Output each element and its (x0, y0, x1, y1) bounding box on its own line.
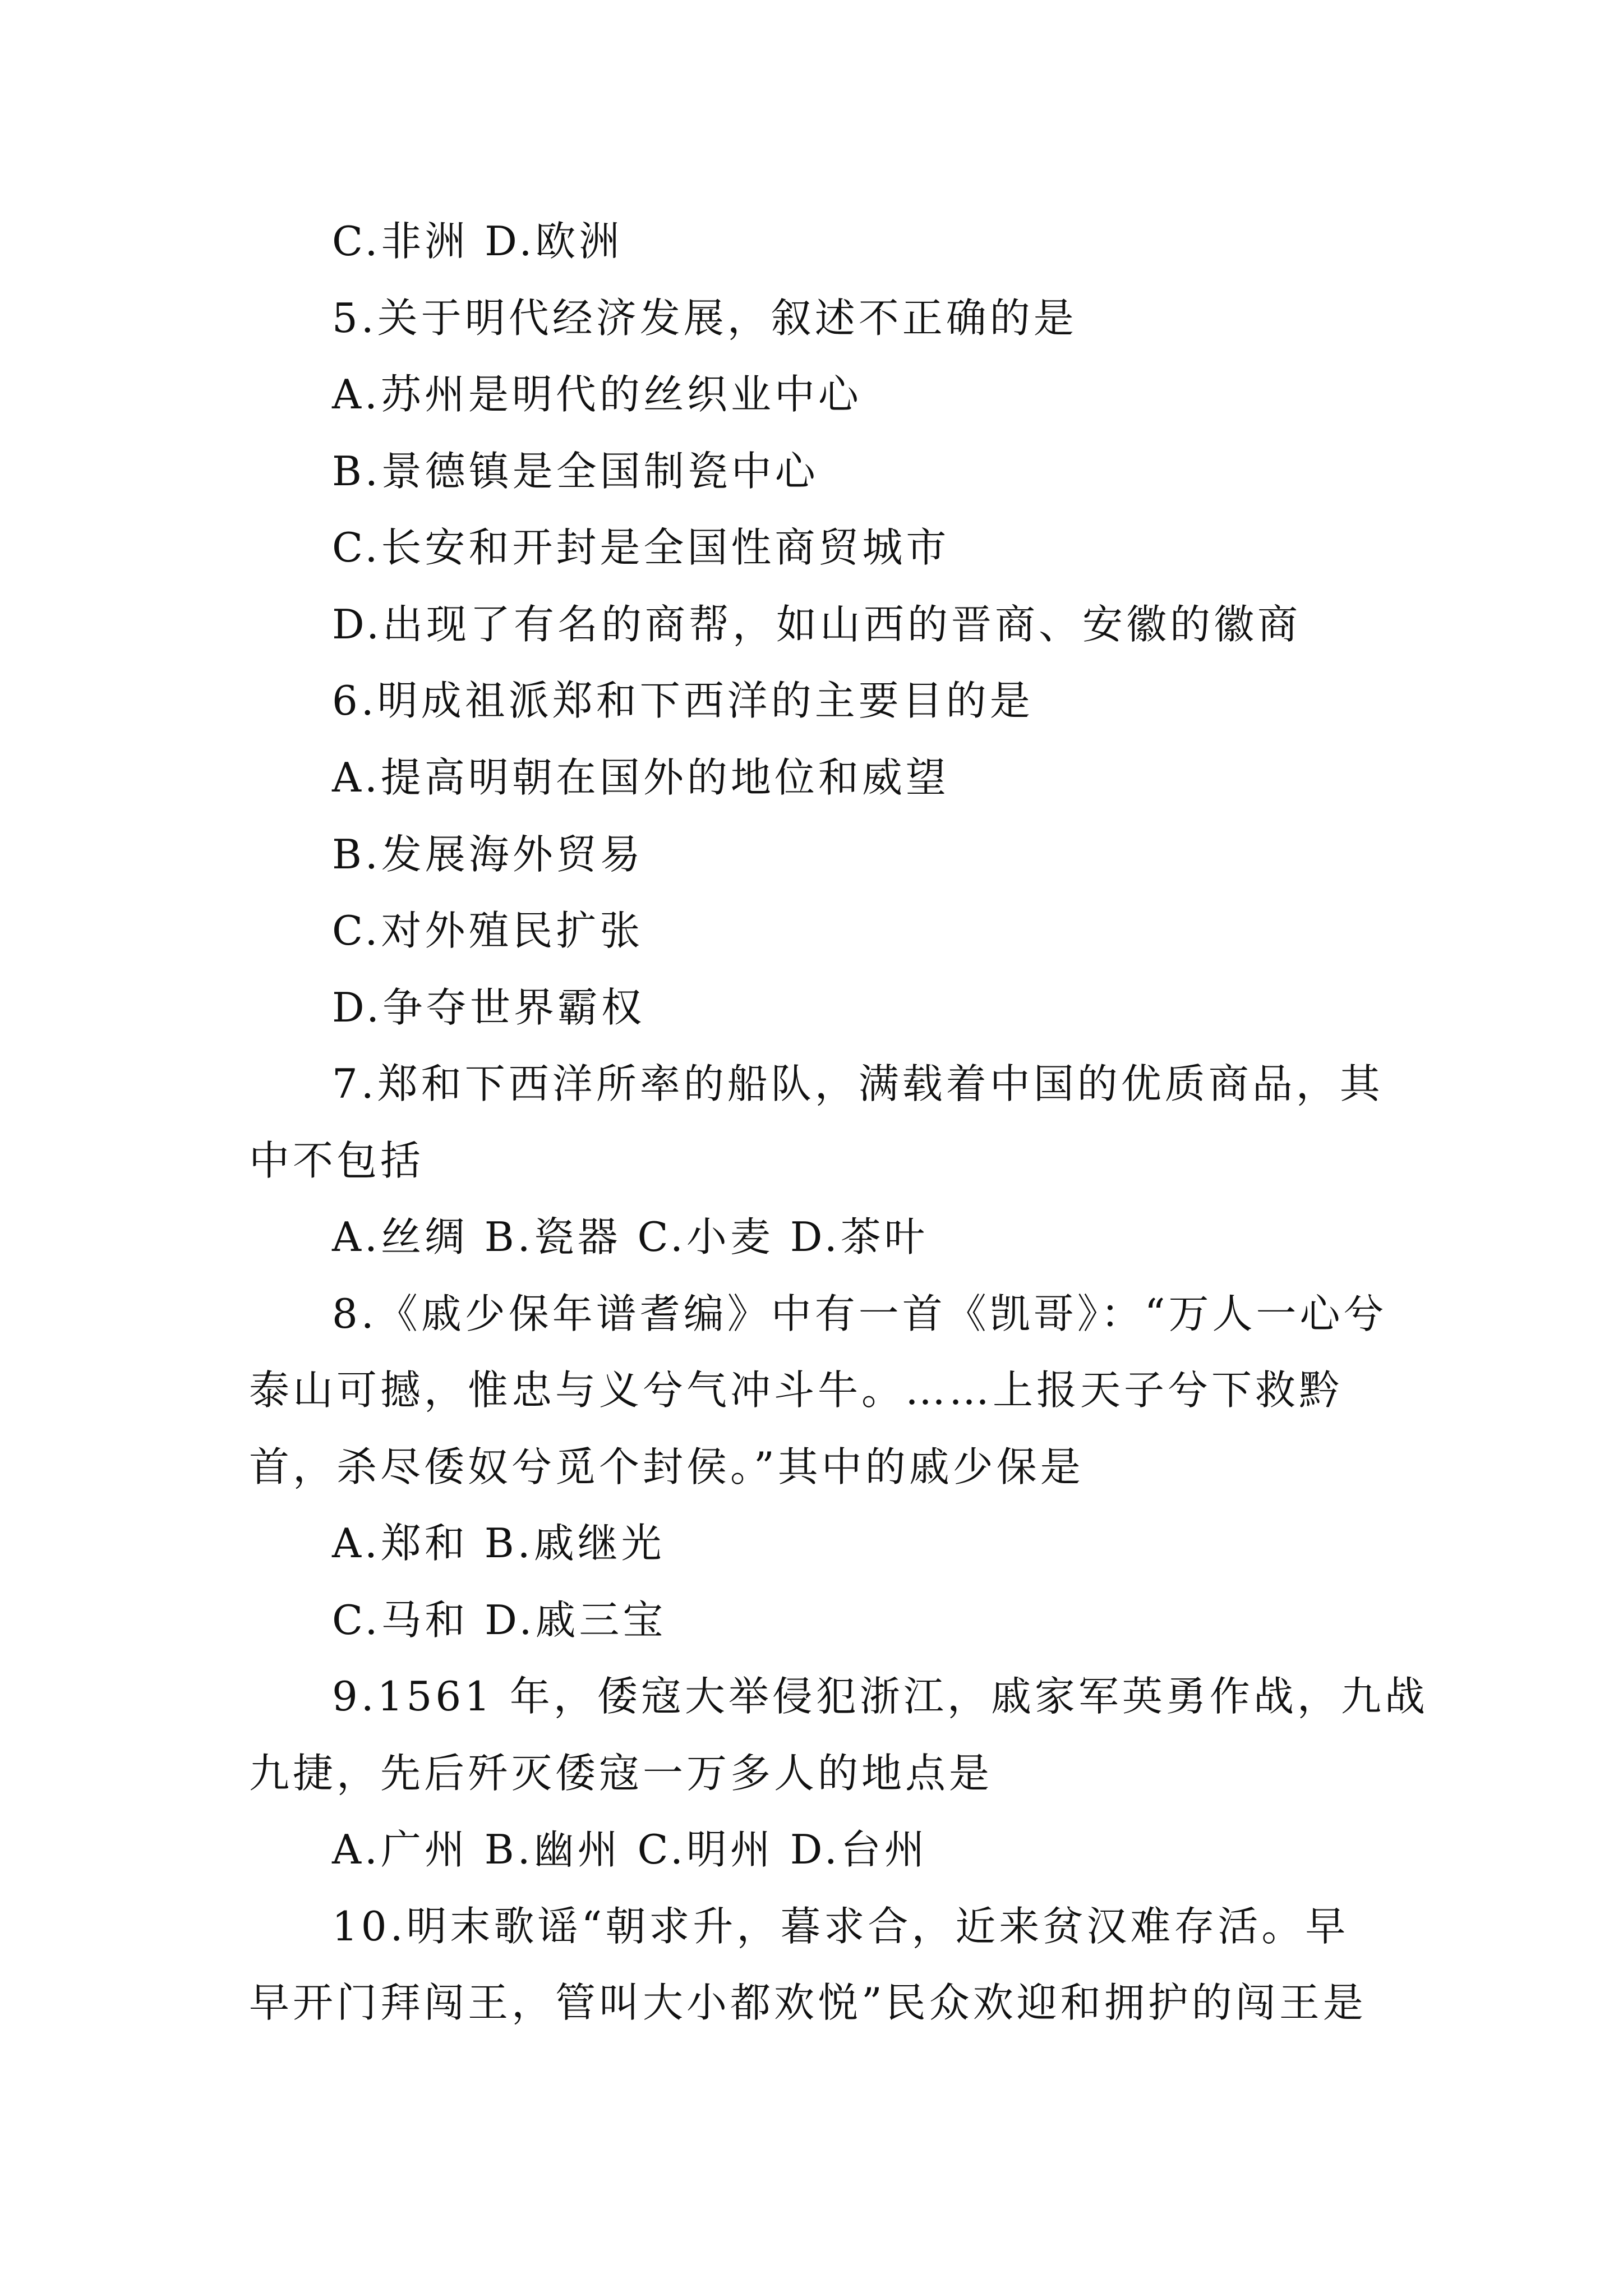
question-8-continued-2: 首，杀尽倭奴兮觅个封侯。”其中的戚少保是 (249, 1443, 1084, 1490)
question-6: 6.明成祖派郑和下西洋的主要目的是 (332, 677, 1034, 724)
question-7-continued: 中不包括 (249, 1137, 425, 1184)
question-6-option-a: A.提高明朝在国外的地位和威望 (332, 754, 949, 801)
question-7: 7.郑和下西洋所率的船队，满载着中国的优质商品，其 (332, 1060, 1384, 1107)
question-8-options-cd: C.马和 D.戚三宝 (332, 1596, 667, 1644)
question-6-option-d: D.争夺世界霸权 (332, 984, 645, 1031)
text-line-option-cd-q4: C.非洲 D.欧洲 (332, 218, 623, 265)
question-5-option-c: C.长安和开封是全国性商贸城市 (332, 524, 950, 571)
question-9-options: A.广州 B.幽州 C.明州 D.台州 (332, 1826, 928, 1873)
question-6-option-c: C.对外殖民扩张 (332, 907, 644, 954)
question-6-option-b: B.发展海外贸易 (332, 831, 644, 878)
question-5-option-d: D.出现了有名的商帮，如山西的晋商、安徽的徽商 (332, 601, 1302, 648)
question-9-continued: 九捷，先后歼灭倭寇一万多人的地点是 (249, 1750, 993, 1797)
question-7-options: A.丝绸 B.瓷器 C.小麦 D.茶叶 (332, 1213, 928, 1260)
question-8: 8.《戚少保年谱耆编》中有一首《凯哥》：“万人一心兮 (332, 1290, 1387, 1337)
question-10-continued: 早开门拜闯王，管叫大小都欢悦”民众欢迎和拥护的闯王是 (249, 1979, 1367, 2026)
question-5-option-b: B.景德镇是全国制瓷中心 (332, 448, 819, 495)
question-8-options-ab: A.郑和 B.戚继光 (332, 1520, 665, 1567)
question-8-continued-1: 泰山可撼，惟忠与义兮气冲斗牛。……上报天子兮下救黔 (249, 1366, 1343, 1414)
question-10: 10.明末歌谣“朝求升，暮求合，近来贫汉难存活。早 (332, 1903, 1349, 1950)
question-5: 5.关于明代经济发展，叙述不正确的是 (332, 295, 1077, 342)
question-9: 9.1561 年，倭寇大举侵犯浙江，戚家军英勇作战，九战 (332, 1673, 1428, 1720)
question-5-option-a: A.苏州是明代的丝织业中心 (332, 371, 862, 418)
